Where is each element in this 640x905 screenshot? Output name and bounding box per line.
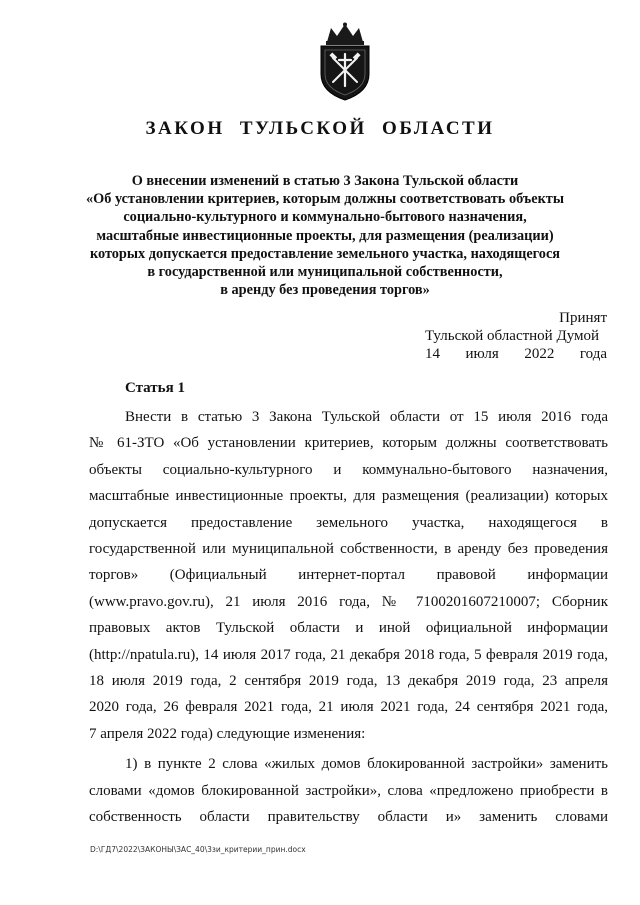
subtitle-line: социально-культурного и коммунально-бытового назначения,: [123, 209, 527, 226]
paragraph-line: 7 апреля 2022 года) следующие изменения:: [89, 725, 366, 742]
paragraph-line: государственной или муниципальной собственности, в аренду без проведения: [89, 541, 608, 558]
file-path-footer: D:\ГД7\2022\ЗАКОНЫ\ЗАС_40\3зи_критерии_прин.docx: [90, 845, 306, 854]
paragraph-line: торгов» (Официальный интернет-портал правовой информации: [89, 567, 608, 584]
adoption-block: [425, 309, 607, 363]
adoption-year-word: года: [579, 346, 607, 362]
law-subtitle: [60, 172, 590, 299]
paragraph-line: № 61-ЗТО «Об установлении критериев, которым должны соответствовать: [89, 435, 608, 452]
paragraph-line: масштабные инвестиционные проекты, для размещения (реализации) которых: [89, 488, 608, 505]
adoption-date: [425, 345, 607, 363]
paragraph-line: правовых актов Тульской области и иной официальной информации: [89, 620, 608, 637]
adoption-day: 14: [425, 346, 440, 362]
paragraph-line: (www.pravo.gov.ru), 21 июля 2016 года, № 7100201607210007; Сборник: [89, 593, 608, 610]
adoption-status: Принят: [559, 310, 607, 326]
paragraph-line: 2020 года, 26 февраля 2021 года, 21 июля 2021 года, 24 сентября 2021 года,: [89, 699, 608, 716]
article-heading: Статья 1: [125, 380, 185, 396]
paragraph-line: 1) в пункте 2 слова «жилых домов блокированной застройки» заменить: [125, 756, 608, 773]
paragraph-line: Внести в статью 3 Закона Тульской области от 15 июля 2016 года: [125, 409, 608, 425]
adoption-month: июля: [465, 346, 499, 362]
paragraph-line: допускается предоставление земельного участка, находящегося в: [89, 514, 608, 531]
tula-coat-of-arms-emblem: [313, 22, 377, 102]
subtitle-line: которых допускается предоставление земельного участка, находящегося: [89, 245, 561, 262]
subtitle-line: О внесении изменений в статью 3 Закона Тульской области: [131, 173, 519, 189]
subtitle-line: в аренду без проведения торгов»: [220, 282, 430, 299]
adoption-year: 2022: [524, 346, 555, 362]
paragraph-line: (http://npatula.ru), 14 июля 2017 года, 21 декабря 2018 года, 5 февраля 2019 года,: [89, 646, 608, 663]
paragraph-line: словами «домов блокированной застройки», слова «предложено приобрести в: [89, 782, 608, 799]
document-title: ЗАКОН ТУЛЬСКОЙ ОБЛАСТИ: [145, 118, 495, 139]
paragraph-line: объекты социально-культурного и коммунально-бытового назначения,: [89, 461, 608, 478]
crown-icon: [326, 23, 364, 46]
adopting-body: Тульской областной Думой: [425, 328, 600, 344]
paragraph-line: 18 июля 2019 года, 2 сентября 2019 года, 13 декабря 2019 года, 23 апреля: [89, 673, 608, 690]
subtitle-line: в государственной или муниципальной собственности,: [147, 264, 503, 281]
article-body: [89, 404, 608, 831]
subtitle-line: масштабные инвестиционные проекты, для размещения (реализации): [96, 227, 554, 244]
subtitle-line: «Об установлении критериев, которым должны соответствовать объекты: [85, 191, 564, 208]
paragraph-line: собственность области правительству области и» заменить словами: [89, 809, 608, 826]
